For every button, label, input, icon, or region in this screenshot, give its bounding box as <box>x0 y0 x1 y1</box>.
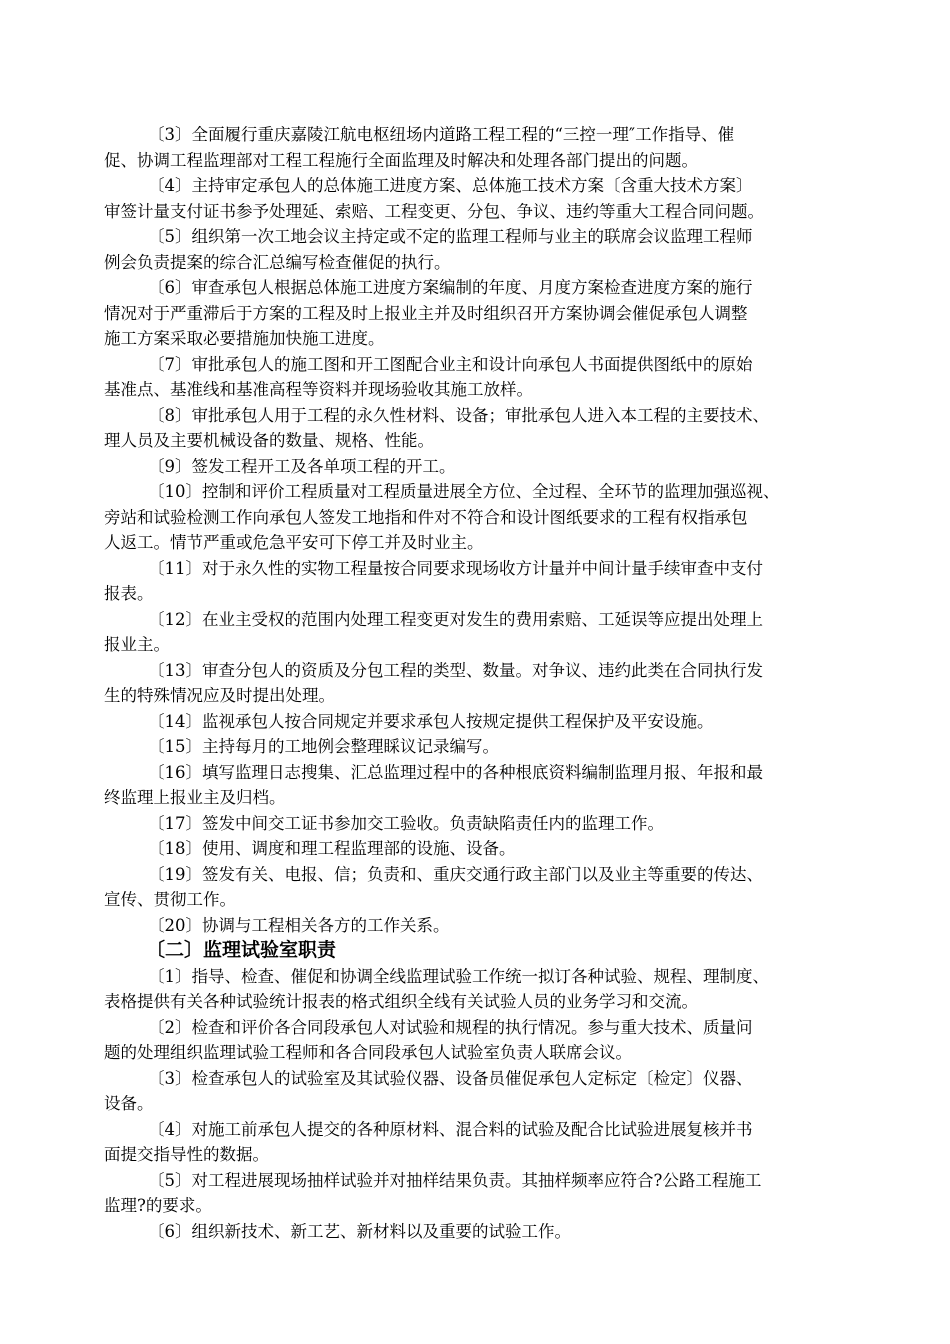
paragraph-line: 理人员及主要机械设备的数量、规格、性能。 <box>104 431 434 450</box>
paragraph-line: 〔6〕审查承包人根据总体施工进度方案编制的年度、月度方案检查进度方案的施行 <box>148 278 753 297</box>
paragraph-line: 〔2〕检查和评价各合同段承包人对试验和规程的执行情况。参与重大技术、质量问 <box>148 1017 753 1037</box>
paragraph-line: 〔13〕审查分包人的资质及分包工程的类型、数量。对争议、违约此类在合同执行发 <box>148 660 763 680</box>
paragraph-line: 〔8〕审批承包人用于工程的永久性材料、设备；审批承包人进入本工程的主要技术、 <box>148 405 769 425</box>
paragraph <box>104 862 874 913</box>
paragraph <box>104 709 874 735</box>
paragraph-line: 例会负责提案的综合汇总编写检查催促的执行。 <box>104 252 451 272</box>
paragraph-line: 报表。 <box>104 584 154 603</box>
paragraph <box>104 122 874 173</box>
paragraph-line: 〔17〕签发中间交工证书参加交工验收。负责缺陷责任内的监理工作。 <box>148 813 664 833</box>
paragraph-line: 表格提供有关各种试验统计报表的格式组织全线有关试验人员的业务学习和交流。 <box>104 992 698 1011</box>
paragraph-line: 施工方案采取必要措施加快施工进度。 <box>104 329 385 348</box>
paragraph-line: 〔14〕监视承包人按合同规定并要求承包人按规定提供工程保护及平安设施。 <box>148 711 714 731</box>
document-body <box>104 122 874 1244</box>
paragraph <box>104 1117 874 1168</box>
paragraph <box>104 607 874 658</box>
paragraph-line: 生的特殊情况应及时提出处理。 <box>104 686 335 705</box>
paragraph-line: 情况对于严重滞后于方案的工程及时上报业主并及时组织召开方案协调会催促承包人调整 <box>104 303 748 323</box>
paragraph <box>104 556 874 607</box>
section-heading: 〔二〕监理试验室职责 <box>146 939 337 961</box>
paragraph <box>104 913 874 939</box>
paragraph <box>104 1219 874 1245</box>
paragraph <box>104 734 874 760</box>
paragraph-line: 〔19〕签发有关、电报、信；负责和、重庆交通行政主部门以及业主等重要的传达、 <box>148 864 763 884</box>
paragraph-line: 终监理上报业主及归档。 <box>104 788 286 807</box>
paragraph <box>104 479 874 556</box>
paragraph <box>104 760 874 811</box>
paragraph <box>104 352 874 403</box>
paragraph <box>104 275 874 352</box>
paragraph <box>104 224 874 275</box>
paragraph-line: 〔3〕检查承包人的试验室及其试验仪器、设备员催促承包人定标定〔检定〕仪器、 <box>148 1068 753 1088</box>
paragraph-line: 设备。 <box>104 1094 154 1113</box>
paragraph-line: 〔15〕主持每月的工地例会整理睬议记录编写。 <box>148 737 499 756</box>
paragraph-line: 〔11〕对于永久性的实物工程量按合同要求现场收方计量并中间计量手续审查中支付 <box>148 558 763 578</box>
paragraph-line: 促、协调工程监理部对工程工程施行全面监理及时解决和处理各部门提出的问题。 <box>104 150 698 170</box>
paragraph-line: 〔1〕指导、检查、催促和协调全线监理试验工作统一拟订各种试验、规程、理制度、 <box>148 966 769 986</box>
paragraph-line: 〔12〕在业主受权的范围内处理工程变更对发生的费用索赔、工延误等应提出处理上 <box>148 609 763 629</box>
paragraph <box>104 1066 874 1117</box>
paragraph <box>104 1015 874 1066</box>
paragraph <box>104 964 874 1015</box>
paragraph <box>104 658 874 709</box>
paragraph-line: 监理?的要求。 <box>104 1196 212 1215</box>
paragraph-line: 宣传、贯彻工作。 <box>104 890 236 909</box>
paragraph-line: 面提交指导性的数据。 <box>104 1145 269 1164</box>
paragraph-line: 审签计量支付证书参予处理延、索赔、工程变更、分包、争议、违约等重大工程合同问题。 <box>104 201 764 221</box>
paragraph-line: 〔10〕控制和评价工程质量对工程质量进展全方位、全过程、全环节的监理加强巡视、 <box>148 482 780 501</box>
paragraph <box>104 173 874 224</box>
paragraph-line: 〔6〕组织新技术、新工艺、新材料以及重要的试验工作。 <box>148 1221 571 1241</box>
paragraph-line: 〔16〕填写监理日志搜集、汇总监理过程中的各种根底资料编制监理月报、年报和最 <box>148 762 763 782</box>
paragraph-line: 人返工。情节严重或危急平安可下停工并及时业主。 <box>104 533 484 552</box>
paragraph-line: 〔9〕签发工程开工及各单项工程的开工。 <box>148 456 456 476</box>
paragraph <box>104 836 874 862</box>
paragraph-line: 〔4〕对施工前承包人提交的各种原材料、混合料的试验及配合比试验进展复核并书 <box>148 1119 753 1139</box>
paragraph-line: 〔7〕审批承包人的施工图和开工图配合业主和设计向承包人书面提供图纸中的原始 <box>148 354 753 374</box>
paragraph-line: 报业主。 <box>104 635 170 654</box>
paragraph-line: 旁站和试验检测工作向承包人签发工地指和件对不符合和设计图纸要求的工程有权指承包 <box>104 507 748 527</box>
paragraph-line: 〔5〕组织第一次工地会议主持定或不定的监理工程师与业主的联席会议监理工程师 <box>148 227 753 246</box>
paragraph <box>104 1168 874 1219</box>
paragraph-line: 〔20〕协调与工程相关各方的工作关系。 <box>148 915 450 935</box>
paragraph <box>104 454 874 480</box>
paragraph-line: 基准点、基准线和基准高程等资料并现场验收其施工放样。 <box>104 380 533 399</box>
paragraph <box>104 403 874 454</box>
paragraph-line: 〔3〕全面履行重庆嘉陵江航电枢纽场内道路工程工程的“三控一理″工作指导、催 <box>148 125 735 144</box>
paragraph <box>104 811 874 837</box>
paragraph-line: 〔18〕使用、调度和理工程监理部的设施、设备。 <box>148 839 516 858</box>
paragraph-line: 题的处理组织监理试验工程师和各合同段承包人试验室负责人联席会议。 <box>104 1043 632 1062</box>
paragraph-line: 〔5〕对工程进展现场抽样试验并对抽样结果负责。其抽样频率应符合?公路工程施工 <box>148 1170 762 1190</box>
paragraph-line: 〔4〕主持审定承包人的总体施工进度方案、总体施工技术方案〔含重大技术方案〕 <box>148 176 753 195</box>
